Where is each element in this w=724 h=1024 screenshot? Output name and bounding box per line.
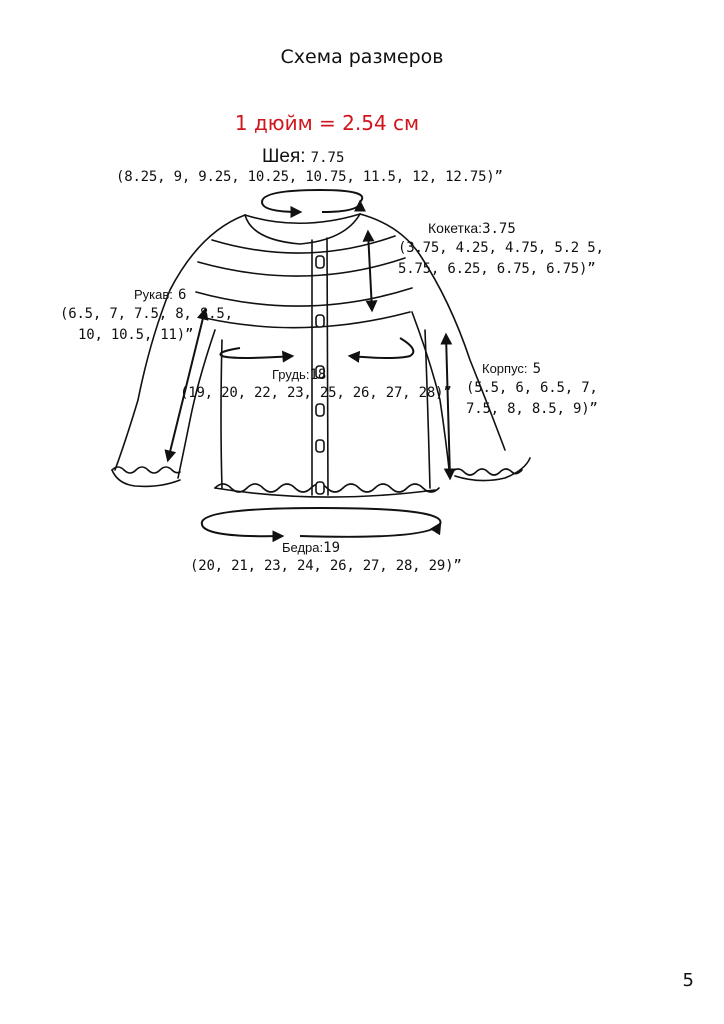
body-sizes-line2: 7.5, 8, 8.5, 9)” [466, 401, 598, 417]
button [316, 440, 324, 452]
button [316, 482, 324, 494]
sleeve-measurement [134, 284, 186, 303]
page-title: Схема размеров [280, 46, 444, 68]
neck-value: 7.75 [310, 150, 345, 166]
sleeve-sizes-line1: (6.5, 7, 7.5, 8, 8.5, [60, 306, 233, 322]
button [316, 404, 324, 416]
chest-value: 18 [309, 367, 327, 383]
chest-arrow-right [350, 338, 413, 358]
yoke-label: Кокетка: [428, 220, 483, 236]
chest-sizes: (19, 20, 22, 23, 25, 26, 27, 28)” [180, 385, 452, 401]
page-number: 5 [682, 970, 694, 991]
neck-arrow [262, 190, 362, 212]
button [316, 256, 324, 268]
hips-measurement [282, 537, 340, 556]
neck-label: Шея: [262, 146, 306, 167]
chest-arrow-left [220, 348, 292, 358]
chest-label: Грудь: [272, 367, 310, 382]
sleeve-sizes-line2: 10, 10.5, 11)” [78, 327, 194, 343]
yoke-ring [205, 312, 410, 328]
conversion-note: 1 дюйм = 2.54 см [234, 111, 420, 135]
hips-arrow [202, 508, 441, 536]
yoke-sizes-line1: (3.75, 4.25, 4.75, 5.2 5, [398, 240, 604, 256]
body-sizes-line1: (5.5, 6, 6.5, 7, [466, 380, 598, 396]
body-value: 5 [532, 361, 542, 377]
yoke-ring [196, 288, 412, 306]
sleeve-label: Рукав: [134, 287, 173, 302]
yoke-measurement [428, 218, 516, 237]
neckline [245, 214, 360, 223]
hips-sizes: (20, 21, 23, 24, 26, 27, 28, 29)” [190, 558, 462, 574]
hips-value: 19 [323, 540, 340, 556]
hips-label: Бедра: [282, 540, 324, 555]
chest-measurement [272, 364, 326, 383]
neck-measurement [262, 146, 344, 168]
button [316, 315, 324, 327]
yoke-value: 3.75 [482, 221, 516, 237]
neck-sizes: (8.25, 9, 9.25, 10.25, 10.75, 11.5, 12, 12.75)” [116, 169, 503, 185]
body-measurement [482, 358, 541, 377]
yoke-ring [198, 258, 405, 276]
sleeve-value: 6 [178, 287, 187, 303]
body-label: Корпус: [482, 361, 528, 376]
yoke-sizes-line2: 5.75, 6.25, 6.75, 6.75)” [398, 261, 596, 277]
